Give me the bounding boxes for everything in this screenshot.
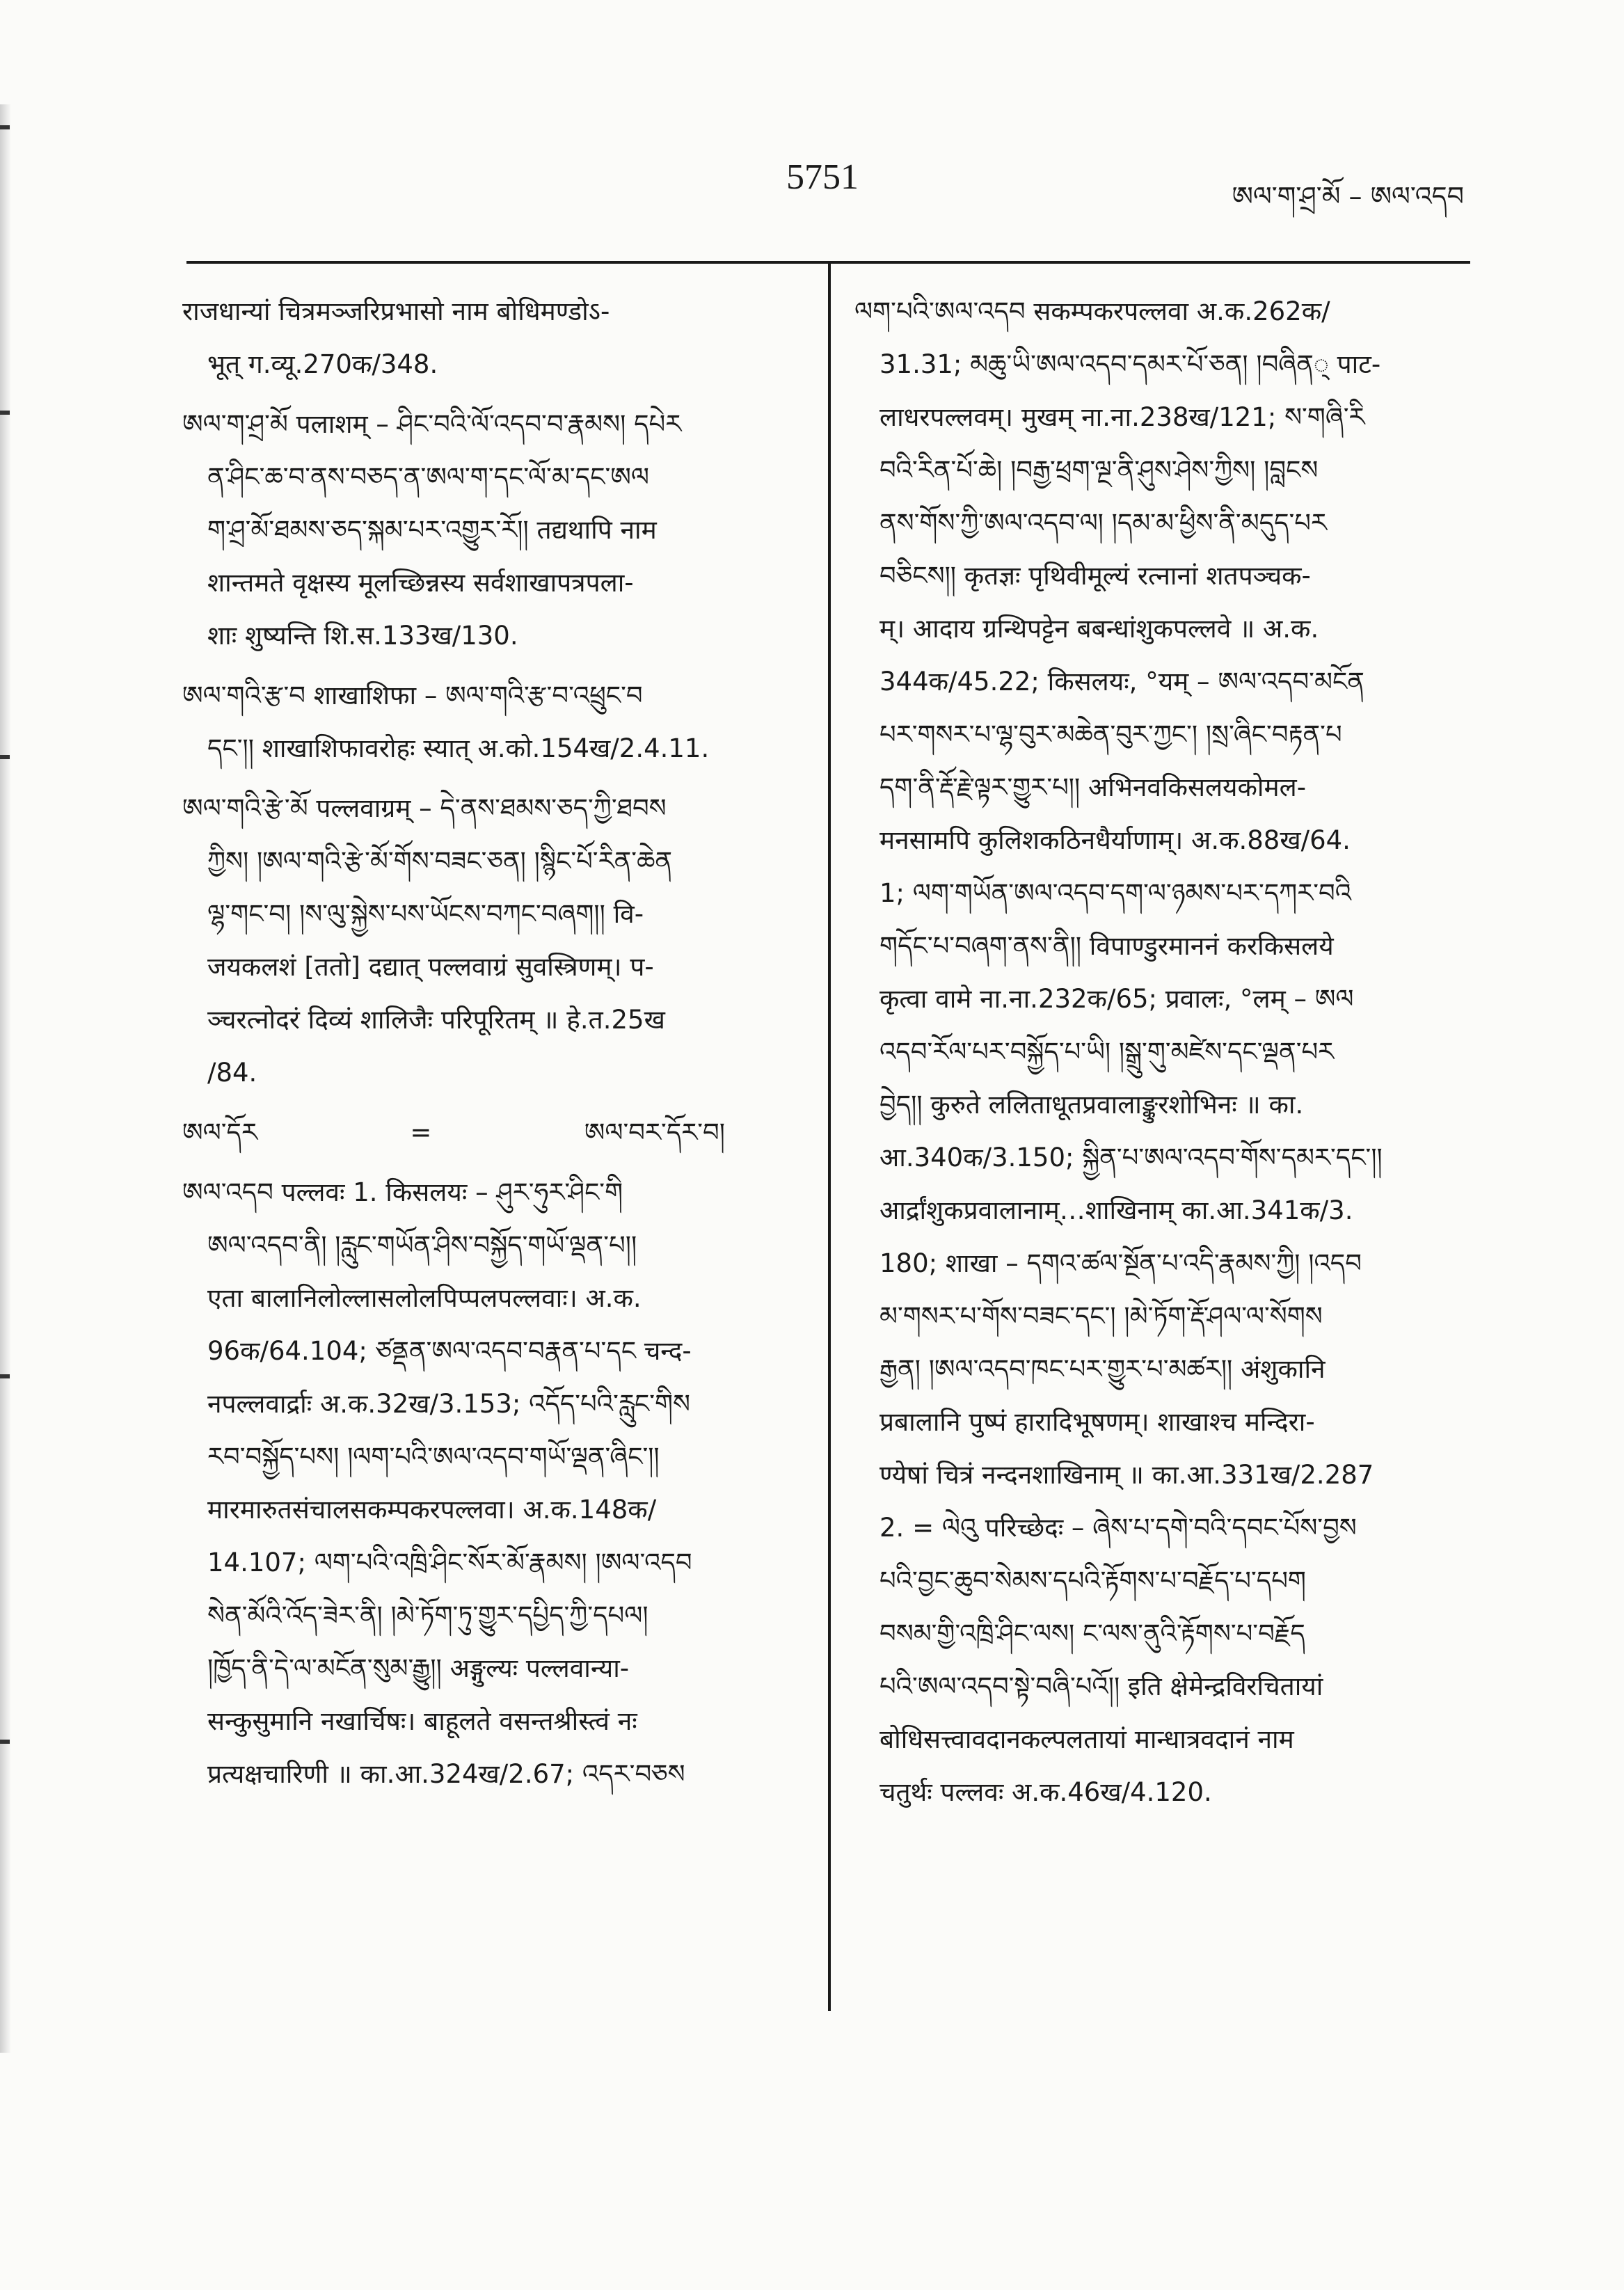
entry-line: འདབ་རོལ་པར་བསྐྱོད་པ་ཡི། །སྒྲུ་གུ་མཛེས་དང་ལྡན་པར bbox=[879, 1037, 1335, 1067]
entry-line: བའི་རིན་པོ་ཆེ། །བརྒྱ་ཕྲག་ལྔ་ནི་ཤུས་ཤེས་ཀྱིས། །བླངས bbox=[879, 455, 1319, 485]
dictionary-entry bbox=[182, 1106, 809, 1159]
entry-line: 344क/45.22; किसलयः, °यम् – ཨལ་འདབ་མངོན bbox=[879, 667, 1364, 697]
entry-line: कृत्वा वामे ना.ना.232क/65; प्रवालः, °लम् – ཨལ bbox=[879, 984, 1354, 1014]
entry-line: ག་ཤྲ་མོ་ཐམས་ཅད་སྐམ་པར་འགྱུར་རོ།། तद्यथापि नाम bbox=[207, 515, 657, 545]
entry-line: བྱེད།། कुरुते ललिताधूतप्रवालाङ्कुरशोभिनः ॥ का. bbox=[879, 1090, 1304, 1120]
entry-line: བསམ་གྱི་འཁྲི་ཤིང་ལས། ང་ལས་ནུའི་རྟོགས་པ་བརྗོད bbox=[879, 1619, 1305, 1648]
scan-mark bbox=[0, 1374, 10, 1378]
crossref-left: ཨལ་དོར bbox=[182, 1118, 258, 1147]
entry-line: सन्कुसुमानि नखार्चिषः। बाहूलते वसन्तश्रीस्त्वं नः bbox=[207, 1706, 637, 1736]
entry-line: །ཁྱོད་ནི་དེ་ལ་མངོན་སུམ་རྒྱུ།། अङ्गुल्यः पल्लवान्या- bbox=[207, 1653, 630, 1683]
entry-line: आर्द्रांशुकप्रवालानाम्…शाखिनाम् का.आ.341क/3. bbox=[879, 1195, 1353, 1225]
entry-line: 1; ལག་གཡོན་ཨལ་འདབ་དག་ལ་ཉམས་པར་དཀར་བའི bbox=[879, 878, 1352, 908]
right-column bbox=[854, 285, 1474, 1826]
dictionary-entry bbox=[854, 285, 1474, 1819]
crossref-right: ཨལ་བར་དོར་བ། bbox=[584, 1118, 725, 1147]
scan-edge-shadow bbox=[0, 104, 11, 2053]
entry-line: प्रत्यक्षचारिणी ॥ का.आ.324ख/2.67; འདར་བཅས bbox=[207, 1759, 685, 1789]
entry-line: भूत् ग.व्यू.270क/348. bbox=[207, 349, 438, 379]
entry-line: शान्तमते वृक्षस्य मूलच्छिन्नस्य सर्वशाखापत्रपला- bbox=[207, 568, 634, 598]
dictionary-entry bbox=[182, 1166, 809, 1801]
scan-mark bbox=[0, 755, 10, 759]
entry-line: 96क/64.104; ཙནྡན་ཨལ་འདབ་བརྣན་པ་དང चन्द- bbox=[207, 1336, 692, 1366]
entry-line: प्रबालानि पुष्पं हारादिभूषणम्। शाखाश्च मन्दिरा- bbox=[879, 1407, 1315, 1437]
entry-line: /84. bbox=[207, 1058, 257, 1088]
entry-line: ནས་གོས་ཀྱི་ཨལ་འདབ་ལ། །དམ་མ་ཕྱིས་ནི་མདུད་པར bbox=[879, 508, 1328, 538]
entry-line: དག་ནི་རྡོ་རྗེ་ལྟར་གྱུར་པ།། अभिनवकिसलयकोमल- bbox=[879, 772, 1307, 802]
entry-line: मनसामपि कुलिशकठिनधैर्याणाम्। अ.क.88ख/64. bbox=[879, 825, 1351, 855]
dictionary-entry bbox=[182, 669, 809, 775]
scan-mark bbox=[0, 1740, 10, 1744]
entry-line: མ་གསར་པ་གོས་བཟང་དང་། །མེ་ཏོག་རྡོ་ཤལ་ལ་སོགས bbox=[879, 1301, 1323, 1331]
entry-line: པའི་བྱང་ཆུབ་སེམས་དཔའི་རྟོགས་པ་བརྗོད་པ་དཔག bbox=[879, 1566, 1306, 1596]
entry-line: लाधरपल्लवम्। मुखम् ना.ना.238ख/121; ས་གཞི་རི bbox=[879, 402, 1365, 432]
entry-line: 14.107; ལག་པའི་འཁྲི་ཤིང་སོར་མོ་རྣམས། །ཨལ་འདབ bbox=[207, 1548, 692, 1577]
entry-line: मारमारुतसंचालसकम्पकरपल्लवा। अ.क.148क/ bbox=[207, 1495, 657, 1525]
entry-line: 2. = ལེའུ परिच्छेदः – ཞེས་པ་དགེ་བའི་དབང་པོས་བྱས bbox=[879, 1513, 1357, 1543]
entry-line: ཨལ་འདབ पल्लवः 1. किसलयः – ཤུར་ཧུར་ཤིང་གི bbox=[182, 1177, 623, 1207]
entry-line: པར་གསར་པ་ལྷ་བུར་མཆེན་བུར་ཀྱང་། །སྲ་ཞིང་བརྟན་པ bbox=[879, 719, 1342, 749]
left-column bbox=[182, 285, 809, 1808]
entry-line: རྒྱན། །ཨལ་འདབ་ཁང་པར་གྱུར་པ་མཚར།། अंशुकानि bbox=[879, 1354, 1326, 1384]
entry-line: राजधान्यां चित्रमञ्जरिप्रभासो नाम बोधिमण्डोऽ- bbox=[182, 296, 610, 326]
entry-line: སེན་མོའི་འོད་ཟེར་ནི། །མེ་ཏོག་ཏུ་གྱུར་དཔྱིད་ཀྱི་དཔལ། bbox=[207, 1600, 648, 1630]
scan-mark bbox=[0, 125, 10, 129]
entry-line: एता बालानिलोल्लासलोलपिप्पलपल्लवाः। अ.क. bbox=[207, 1283, 642, 1313]
entry-line: शाः शुष्यन्ति शि.स.133ख/130. bbox=[207, 621, 518, 651]
entry-line: ཨལ་གའི་རྩ་བ शाखाशिफा – ཨལ་གའི་རྩ་བ་འཕྲུང་བ bbox=[182, 681, 643, 710]
entry-line: नपल्लवार्द्राः अ.क.32ख/3.153; འདོད་པའི་རླུང་གིས bbox=[207, 1389, 690, 1419]
entry-line: ཀྱིས། །ཨལ་གའི་རྩེ་མོ་གོས་བཟང་ཅན། །སྙིང་པོ་རིན་ཆེན bbox=[207, 846, 673, 876]
entry-line: म्। आदाय ग्रन्थिपट्टेन बबन्धांशुकपल्लवे ॥ अ.क. bbox=[879, 614, 1319, 644]
entry-line: ན་ཤིང་ཆ་བ་ནས་བཅད་ན་ཨལ་ག་དང་ལོ་མ་དང་ཨལ bbox=[207, 462, 649, 492]
entry-line: ཨལ་འདབ་ནི། །རླུང་གཡོན་ཤིས་བསྐྱོད་གཡོ་ལྡན་པ།། bbox=[207, 1230, 637, 1260]
scan-mark bbox=[0, 411, 10, 415]
page-number: 5751 bbox=[786, 157, 859, 197]
dictionary-entry bbox=[182, 285, 809, 391]
crossref-mid: = bbox=[410, 1118, 432, 1147]
entry-line: ལྷ་གང་བ། །ས་ལུ་སྐྱེས་པས་ཡོངས་བཀང་བཞག།། वि- bbox=[207, 899, 644, 929]
entry-line: པའི་ཨལ་འདབ་སྟེ་བཞི་པའོ།། इति क्षेमेन्द्रविरचितायां bbox=[879, 1671, 1323, 1701]
running-header: ཨལ་ག་ཤྲ་མོ – ཨལ་འདབ bbox=[1232, 181, 1464, 212]
entry-line: རབ་བསྐྱོད་པས། །ལག་པའི་ཨལ་འདབ་གཡོ་ལྡན་ཞིང་།། bbox=[207, 1442, 660, 1472]
column-divider bbox=[828, 261, 831, 2011]
entry-line: ཨལ་གའི་རྩེ་མོ पल्लवाग्रम् – དེ་ནས་ཐམས་ཅད་ཀྱི་ཐབས bbox=[182, 793, 667, 823]
entry-line: 180; शाखा – དགའ་ཚལ་སྔོན་པ་འདི་རྣམས་ཀྱི། །འདབ bbox=[879, 1248, 1362, 1278]
entry-line: བཅིངས།། कृतज्ञः पृथिवीमूल्यं रत्नानां शतपञ्चक- bbox=[879, 561, 1311, 591]
entry-line: ण्येषां चित्रं नन्दनशाखिनाम् ॥ का.आ.331ख/2.287 bbox=[879, 1460, 1374, 1490]
entry-line: ཨལ་ག་ཤྲ་མོ पलाशम् – ཤིང་བའི་ལོ་འདབ་བ་རྣམས། དཔེར bbox=[182, 409, 682, 439]
entry-line: 31.31; མཆུ་ཡི་ཨལ་འདབ་དམར་པོ་ཅན། །བཞིན् पाट- bbox=[879, 349, 1381, 379]
entry-line: जयकलशं [ततो] दद्यात् पल्लवाग्रं सुवस्त्रिणम्। प- bbox=[207, 952, 654, 982]
entry-line: ལག་པའི་ཨལ་འདབ सकम्पकरपल्लवा अ.क.262क/ bbox=[854, 296, 1330, 326]
entry-line: ञ्चरत्नोदरं दिव्यं शालिजैः परिपूरितम् ॥ हे.त.25ख bbox=[207, 1005, 665, 1035]
entry-line: बोधिसत्त्वावदानकल्पलतायां मान्धात्रवदानं नाम bbox=[879, 1724, 1294, 1754]
entry-line: आ.340क/3.150; སྐྱིན་པ་ཨལ་འདབ་གོས་དམར་དང་།། bbox=[879, 1143, 1383, 1172]
dictionary-entry bbox=[182, 398, 809, 662]
entry-line: གདོང་པ་བཞག་ནས་ནི།། विपाण्डुरमाननं करकिसलये bbox=[879, 931, 1334, 961]
entry-line: དང་།། शाखाशिफावरोहः स्यात् अ.को.154ख/2.4.11. bbox=[207, 733, 710, 763]
entry-line: चतुर्थः पल्लवः अ.क.46ख/4.120. bbox=[879, 1777, 1212, 1807]
dictionary-entry bbox=[182, 782, 809, 1099]
